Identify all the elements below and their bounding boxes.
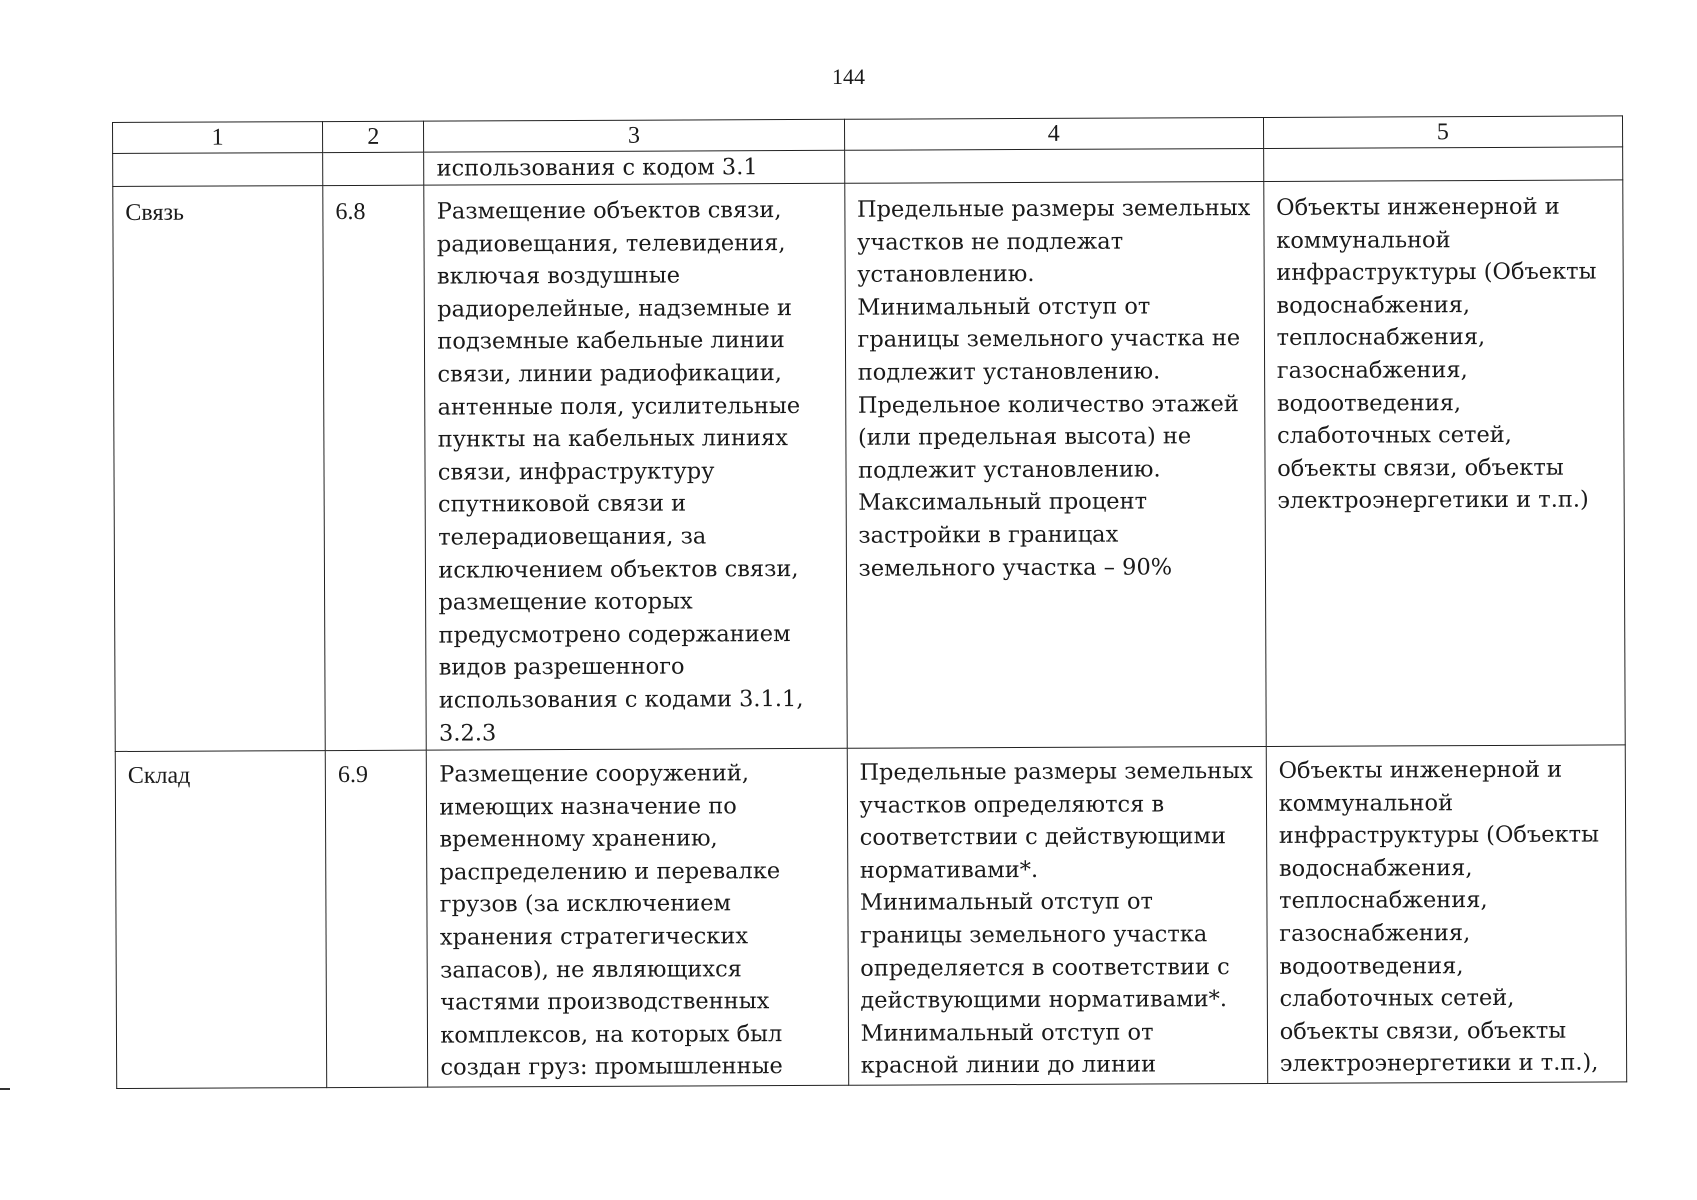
use-code-cell: 6.9: [325, 750, 428, 1087]
table-row-sklad: [115, 745, 1626, 1089]
table-row-svyaz: [113, 180, 1625, 752]
header-cell-5: 5: [1263, 116, 1622, 149]
parameters-cell: Предельные размеры земельных участков не подлежат установлению. Минимальный отступ от границы земельного участка не подлежит установлению. Предельное количество этажей (или предельная высота) не подлежит установлению. Максимальный процент застройки в границах земельного участка – 90%: [844, 181, 1266, 748]
cont-cell-5: [1263, 147, 1622, 182]
cont-cell-2: [323, 152, 424, 185]
cont-cell-4: [844, 148, 1263, 183]
use-code-cell: 6.8: [323, 185, 427, 751]
auxiliary-uses-cell: Объекты инженерной и коммунальной инфраструктуры (Объекты водоснабжения, теплоснабжения, газоснабжения, водоотведения, слаботочных сетей, объекты связи, объекты электроэнергетики и т.п.): [1263, 180, 1625, 747]
margin-mark: [0, 1088, 10, 1090]
header-cell-1: 1: [113, 122, 323, 154]
use-name-cell: Склад: [115, 751, 327, 1089]
cont-cell-1: [113, 153, 323, 187]
page-number: 144: [832, 64, 865, 89]
use-name-cell: Связь: [113, 186, 326, 752]
use-description-cell: Размещение объектов связи, радиовещания, телевидения, включая воздушные радиорелейные, надземные и подземные кабельные линии связи, линии радиофикации, антенные поля, усилительные пункты на кабельных линиях связи, инфраструктуру спутниковой связи и телерадиовещания, за исключением объектов связи, размещение которых предусмотрено содержанием видов разрешенного использования с кодами 3.1.1, 3.2.3: [424, 183, 847, 750]
header-cell-2: 2: [323, 121, 424, 152]
parameters-cell: Предельные размеры земельных участков определяются в соответствии с действующими нормативами*. Минимальный отступ от границы земельного участка определяется в соответствии с действующими нормативами*. Минимальный отступ от красной линии до линии: [847, 747, 1268, 1086]
header-cell-3: 3: [424, 119, 844, 152]
header-cell-4: 4: [844, 117, 1263, 150]
auxiliary-uses-cell: Объекты инженерной и коммунальной инфраструктуры (Объекты водоснабжения, теплоснабжения, газоснабжения, водоотведения, слаботочных сетей, объекты связи, объекты электроэнергетики и т.п.),: [1266, 745, 1627, 1084]
use-description-cell: Размещение сооружений, имеющих назначение по временному хранению, распределению и перевалке грузов (за исключением хранения стратегических запасов), не являющихся частями производственных комплексов, на которых был создан груз: промышленные: [427, 748, 849, 1087]
cont-cell-description: использования с кодом 3.1: [424, 150, 844, 185]
zoning-table: [112, 115, 1627, 1089]
